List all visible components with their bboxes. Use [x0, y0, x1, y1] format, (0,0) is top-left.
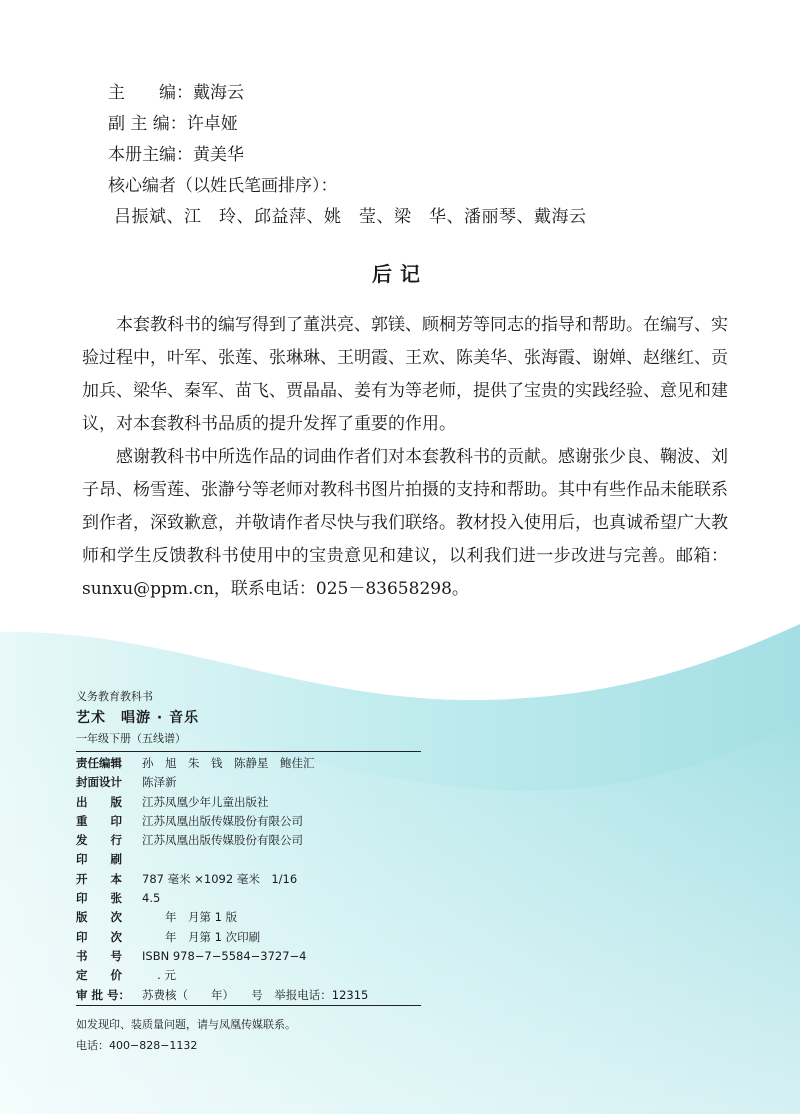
info-label: 封面设计	[76, 775, 122, 790]
core-editors-label: 核心编者（以姓氏笔画排序）：	[108, 176, 338, 196]
info-row	[76, 947, 496, 966]
info-value: 年 月第 1 版	[142, 910, 238, 925]
book-title: 艺术 唱游 · 音乐	[76, 710, 200, 726]
book-subtitle: 一年级下册（五线谱）	[76, 732, 186, 745]
afterword-body	[82, 309, 728, 606]
colophon-bottom-rule	[76, 1005, 421, 1006]
afterword-paragraph-1: 本套教科书的编写得到了董洪亮、郭镁、顾桐芳等同志的指导和帮助。在编写、实验过程中，叶军、张莲、张琳琳、王明霞、王欢、陈美华、张海霞、谢婵、赵继红、贡加兵、梁华、秦军、苗飞、贾晶晶、姜有为等老师，提供了宝贵的实践经验、意见和建议，对本套教科书品质的提升发挥了重要的作用。	[82, 315, 728, 434]
deputy-editor-label: 副 主 编：	[108, 114, 187, 134]
editors-block	[108, 78, 758, 233]
colophon-top-rule	[76, 751, 421, 752]
info-row	[76, 831, 496, 850]
info-label: 开 本	[76, 871, 122, 886]
info-label: 责任编辑	[76, 756, 122, 770]
info-row	[76, 754, 496, 773]
info-value: 孙 旭 朱 钱 陈静星 鲍佳汇	[142, 756, 315, 770]
info-label: 出 版	[76, 794, 122, 809]
info-value: 江苏凤凰出版传媒股份有限公司	[142, 833, 303, 848]
info-row	[76, 889, 496, 908]
info-label: 书 号	[76, 948, 122, 963]
afterword-title: 后记	[372, 262, 428, 286]
volume-editor-line	[108, 140, 758, 171]
info-value: 苏费核（ 年） 号 举报电话：12315	[142, 987, 369, 1002]
info-label: 版 次	[76, 910, 122, 925]
chief-editor-name: 戴海云	[193, 83, 244, 103]
info-label: 发 行	[76, 833, 122, 848]
info-label: 定 价	[76, 968, 122, 983]
volume-editor-name: 黄美华	[193, 145, 244, 165]
info-row	[76, 812, 496, 831]
info-value: 江苏凤凰出版传媒股份有限公司	[142, 813, 303, 828]
info-value: 江苏凤凰少年儿童出版社	[142, 794, 269, 809]
info-label: 印 次	[76, 929, 122, 944]
info-value: 陈泽新	[142, 775, 177, 790]
info-row	[76, 850, 496, 869]
info-row	[76, 986, 496, 1005]
info-label: 重 印	[76, 813, 122, 828]
contact-phone: 电话：400−828−1132	[76, 1038, 198, 1052]
deputy-editor-line	[108, 109, 758, 140]
core-editors-list: 吕振斌、江 玲、邱益萍、姚 莹、梁 华、潘丽琴、戴海云	[114, 207, 587, 227]
chief-editor-line	[108, 78, 758, 109]
info-row	[76, 908, 496, 927]
quality-notice	[76, 1014, 496, 1056]
info-row	[76, 966, 496, 985]
info-row	[76, 870, 496, 889]
quality-notice-text: 如发现印、装质量问题，请与凤凰传媒联系。	[76, 1017, 296, 1031]
info-label: 审 批 号：	[76, 987, 131, 1002]
info-value: . 元	[142, 968, 176, 983]
chief-editor-label: 主 编：	[108, 83, 193, 103]
info-value: ISBN 978−7−5584−3727−4	[142, 948, 307, 963]
info-row	[76, 928, 496, 947]
info-value: 年 月第 1 次印刷	[142, 929, 261, 944]
info-label: 印 刷	[76, 852, 122, 867]
afterword-paragraph-2: 感谢教科书中所选作品的词曲作者们对本套教科书的贡献。感谢张少良、鞠波、刘子昂、杨雪莲、张瀞兮等老师对教科书图片拍摄的支持和帮助。其中有些作品未能联系到作者，深致歉意，并敬请作者尽快与我们联络。教材投入使用后，也真诚希望广大教师和学生反馈教科书使用中的宝贵意见和建议，以利我们进一步改进与完善。邮箱：sunxu@ppm.cn，联系电话：025－83658298。	[82, 447, 728, 599]
info-value: 787 毫米 ×1092 毫米 1/16	[142, 871, 298, 886]
info-value: 4.5	[142, 891, 161, 906]
info-row	[76, 793, 496, 812]
publication-info	[76, 754, 496, 1005]
colophon	[76, 687, 496, 1056]
series-name: 义务教育教科书	[76, 690, 153, 703]
deputy-editor-name: 许卓娅	[186, 114, 238, 134]
info-row	[76, 773, 496, 792]
info-label: 印 张	[76, 891, 122, 906]
volume-editor-label: 本册主编：	[108, 145, 193, 165]
